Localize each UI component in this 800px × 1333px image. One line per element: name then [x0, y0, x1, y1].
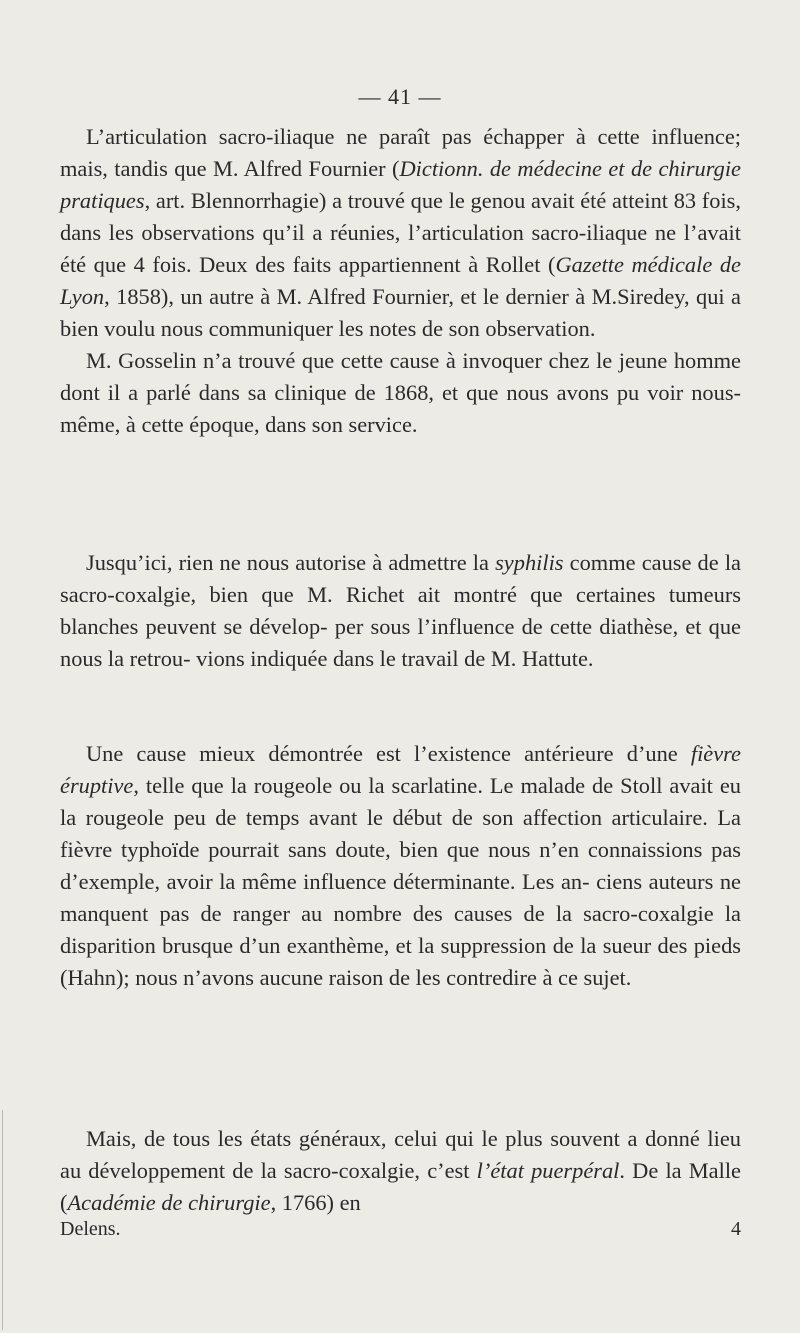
printer-signature: Delens. — [60, 1218, 121, 1240]
page-footer — [60, 1217, 741, 1241]
sheet-number: 4 — [731, 1218, 741, 1240]
italic-run: syphilis — [495, 550, 564, 575]
paragraph-text — [60, 345, 741, 441]
text-run: , telle que la rougeole ou la scarlatine. Le malade de Stoll avait eu la rougeole peu de temps avant le début de son affection articulaire. La fièvre typhoïde pourrait sans doute, bien que nous n’en connaissions pas d’exemple, avoir la même influence déterminante. Les an- ciens auteurs ne manquent pas de ranger au nombre des causes de la sacro-coxalgie la disparition brusque d’un exanthème, et la suppression de la sueur des pieds (Hahn); nous n’avons aucune raison de les contredire à ce sujet. — [60, 773, 741, 990]
italic-run: Académie de chirurgie — [67, 1190, 271, 1215]
paragraph-5 — [60, 1123, 741, 1219]
text-run: , art. Blennorrhagie) a trouvé que le genou avait été atteint 83 fois, dans les observations qu’il a réunies, l’articulation sacro-iliaque ne l’avait été que 4 fois. Deux des faits appartiennent à Rollet ( — [60, 188, 741, 277]
paragraph-2 — [60, 345, 741, 441]
italic-run: fièvre éruptive — [60, 741, 741, 798]
paragraph-1 — [60, 121, 741, 345]
paragraph-4 — [60, 738, 741, 994]
text-run: comme cause de la sacro-coxalgie, bien que M. Richet ait montré que certaines tumeurs blanches peuvent se dévelop- per sous l’influence de cette diathèse, et que nous la retrou- vions indiquée dans le travail de M. Hattute. — [60, 550, 741, 671]
italic-run: Dictionn. de médecine et de chirurgie pratiques — [60, 156, 741, 213]
italic-run: Gazette médicale de Lyon — [60, 252, 741, 309]
paragraph-text — [60, 547, 741, 675]
paragraph-3 — [60, 547, 741, 675]
paragraph-text — [60, 121, 741, 345]
text-run: Une cause mieux démontrée est l’existence antérieure d’une — [86, 741, 691, 766]
paragraph-text — [60, 1123, 741, 1219]
text-run: Mais, de tous les états généraux, celui qui le plus souvent a donné lieu au développement de la sacro-coxalgie, c’est — [60, 1126, 741, 1183]
text-run: M. Gosselin n’a trouvé que cette cause à invoquer chez le jeune homme dont il a parlé dans sa clinique de 1868, et que nous avons pu voir nous-même, à cette époque, dans son service. — [60, 348, 741, 437]
text-run: Jusqu’ici, rien ne nous autorise à admettre la — [86, 550, 496, 575]
text-run: , 1766) en — [270, 1190, 361, 1215]
page-number: — 41 — — [358, 84, 442, 109]
text-run: L’articulation sacro-iliaque ne paraît pas échapper à cette influence; mais, tandis que M. Alfred Fournier ( — [60, 124, 741, 181]
text-run: , 1858), un autre à M. Alfred Fournier, et le dernier à M.Siredey, qui a bien voulu nous communiquer les notes de son observation. — [60, 284, 741, 341]
italic-run: l’état puerpéral — [476, 1158, 620, 1183]
page-edge-line — [2, 1110, 3, 1330]
text-run: . De la Malle ( — [60, 1158, 741, 1215]
paragraph-text — [60, 738, 741, 994]
